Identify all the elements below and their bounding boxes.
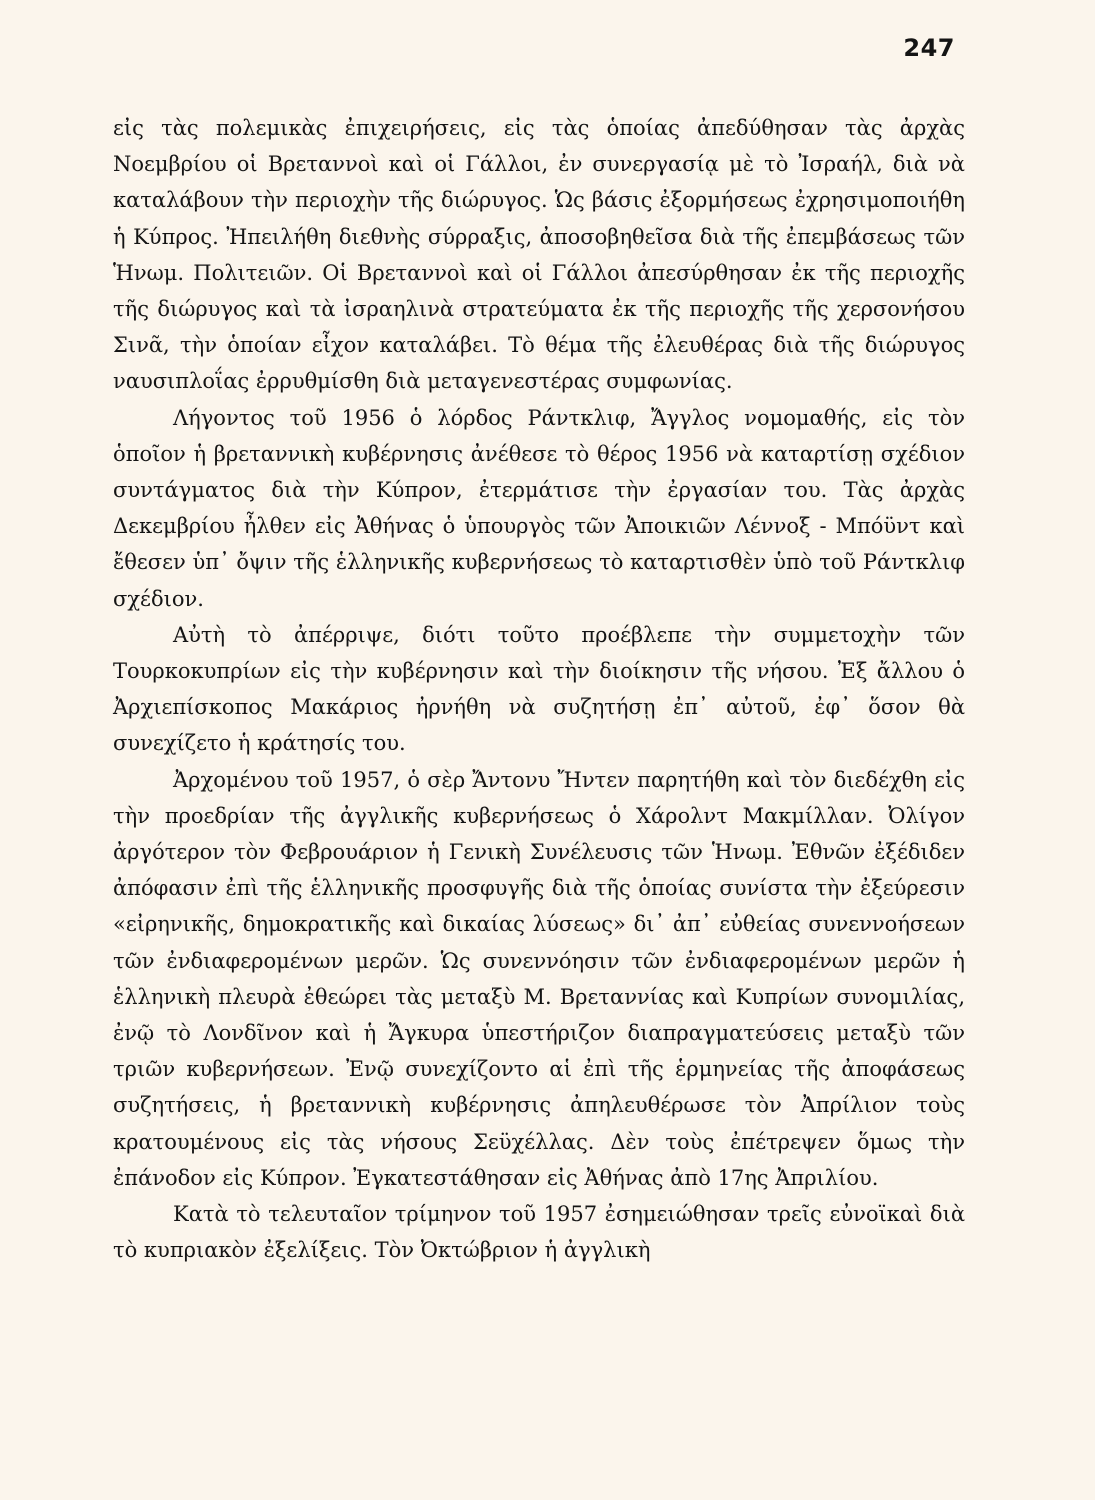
paragraph-suez-crisis: εἰς τὰς πολεμικὰς ἐπιχειρήσεις, εἰς τὰς ὁποίας ἀπεδύθησαν τὰς ἀρχὰς Νοεμβρίου οἱ Βρεταννοὶ καὶ οἱ Γάλλοι, ἐν συνεργασίᾳ μὲ τὸ Ἰσραήλ, διὰ νὰ καταλάβουν τὴν περιοχὴν τῆς διώρυγος. Ὡς βάσις ἐξορμήσεως ἐχρησιμοποιήθη ἡ Κύπρος. Ἠπειλήθη διεθνὴς σύρραξις, ἀποσοβηθεῖσα διὰ τῆς ἐπεμβάσεως τῶν Ἡνωμ. Πολιτειῶν. Οἱ Βρεταννοὶ καὶ οἱ Γάλλοι ἀπεσύρθησαν ἐκ τῆς περιοχῆς τῆς διώρυγος καὶ τὰ ἰσραηλινὰ στρατεύματα ἐκ τῆς περιοχῆς τῆς χερσονήσου Σινᾶ, τὴν ὁποίαν εἶχον καταλάβει. Τὸ θέμα τῆς ἐλευθέρας διὰ τῆς διώρυγος ναυσιπλοΐας ἐρρυθμίσθη διὰ μεταγενεστέρας συμφωνίας. <box>113 116 965 394</box>
paragraph-last-quarter-1957: Κατὰ τὸ τελευταῖον τρίμηνον τοῦ 1957 ἐσημειώθησαν τρεῖς εὐνοϊκαὶ διὰ τὸ κυπριακὸν ἐξελίξεις. Τὸν Ὀκτώβριον ἡ ἀγγλικὴ <box>113 1202 965 1263</box>
paragraph-plan-rejected: Αὐτὴ τὸ ἀπέρριψε, διότι τοῦτο προέβλεπε τὴν συμμετοχὴν τῶν Τουρκοκυπρίων εἰς τὴν κυβέρνησιν καὶ τὴν διοίκησιν τῆς νήσου. Ἐξ ἄλλου ὁ Ἀρχιεπίσκοπος Μακάριος ἠρνήθη νὰ συζητήσῃ ἐπ᾽ αὐτοῦ, ἐφ᾽ ὅσον θὰ συνεχίζετο ἡ κράτησίς του. <box>113 622 965 756</box>
paragraph-radcliffe-plan: Λήγοντος τοῦ 1956 ὁ λόρδος Ράντκλιφ, Ἄγγλος νομομαθής, εἰς τὸν ὁποῖον ἡ βρεταννικὴ κυβέρνησις ἀνέθεσε τὸ θέρος 1956 νὰ καταρτίσῃ σχέδιον συντάγματος διὰ τὴν Κύπρον, ἐτερμάτισε τὴν ἐργασίαν του. Τὰς ἀρχὰς Δεκεμβρίου ἦλθεν εἰς Ἀθήνας ὁ ὑπουργὸς τῶν Ἀποικιῶν Λέννοξ - Μπόϋντ καὶ ἔθεσεν ὑπ᾽ ὄψιν τῆς ἑλληνικῆς κυβερνήσεως τὸ καταρτισθὲν ὑπὸ τοῦ Ράντκλιφ σχέδιον. <box>113 405 965 611</box>
paragraph-1957-developments: Ἀρχομένου τοῦ 1957, ὁ σὲρ Ἄντονυ Ἤντεν παρητήθη καὶ τὸν διεδέχθη εἰς τὴν προεδρίαν τῆς ἀγγλικῆς κυβερνήσεως ὁ Χάρολντ Μακμίλλαν. Ὀλίγον ἀργότερον τὸν Φεβρουάριον ἡ Γενικὴ Συνέλευσις τῶν Ἡνωμ. Ἐθνῶν ἐξέδιδεν ἀπόφασιν ἐπὶ τῆς ἑλληνικῆς προσφυγῆς διὰ τῆς ὁποίας συνίστα τὴν ἐξεύρεσιν «εἰρηνικῆς, δημοκρατικῆς καὶ δικαίας λύσεως» δι᾽ ἀπ᾽ εὐθείας συνεννοήσεων τῶν ἐνδιαφερομένων μερῶν. Ὡς συνεννόησιν τῶν ἐνδιαφερομένων μερῶν ἡ ἑλληνικὴ πλευρὰ ἐθεώρει τὰς μεταξὺ Μ. Βρεταννίας καὶ Κυπρίων συνομιλίας, ἐνῷ τὸ Λονδῖνον καὶ ἡ Ἄγκυρα ὑπεστήριζον διαπραγματεύσεις μεταξὺ τῶν τριῶν κυβερνήσεων. Ἐνῷ συνεχίζοντο αἱ ἐπὶ τῆς ἑρμηνείας τῆς ἀποφάσεως συζητήσεις, ἡ βρεταννικὴ κυβέρνησις ἀπηλευθέρωσε τὸν Ἀπρίλιον τοὺς κρατουμένους εἰς τὰς νήσους Σεϋχέλλας. Δὲν τοὺς ἐπέτρεψεν ὅμως τὴν ἐπάνοδον εἰς Κύπρον. Ἐγκατεστάθησαν εἰς Ἀθήνας ἀπὸ 17ης Ἀπριλίου. <box>113 767 965 1190</box>
body-text <box>113 110 965 1269</box>
page-number: 247 <box>903 34 955 62</box>
